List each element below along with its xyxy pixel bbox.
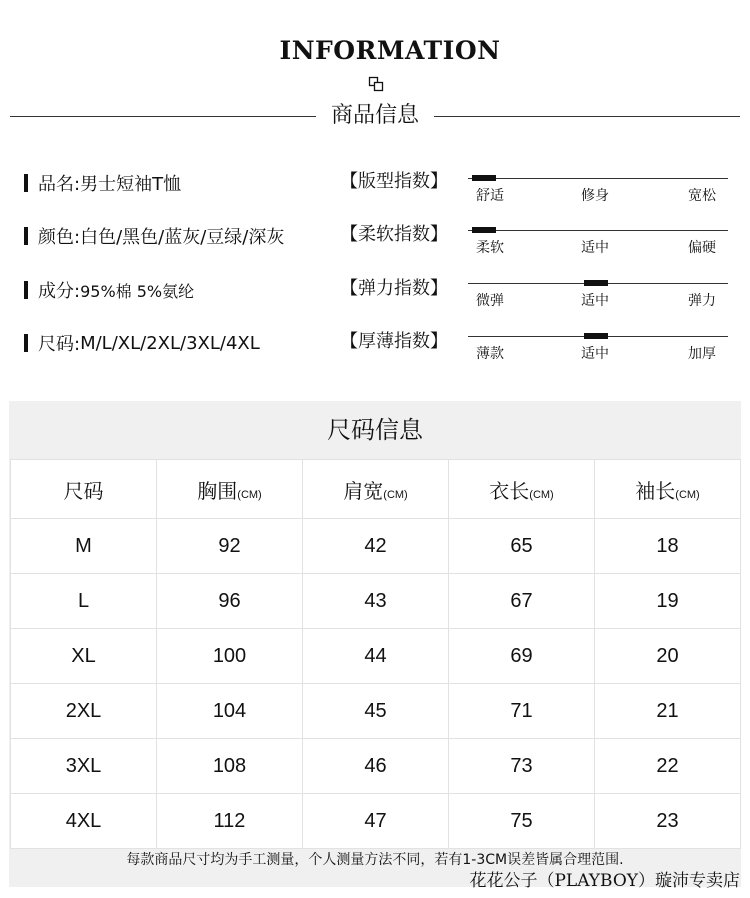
elasticity-index-label: 【弹力指数】 bbox=[340, 278, 448, 299]
store-watermark: 花花公子（PLAYBOY）璇沛专卖店 bbox=[469, 871, 740, 891]
fit-index-label: 【版型指数】 bbox=[340, 171, 448, 192]
scale-option: 偏硬 bbox=[688, 240, 716, 256]
scale-marker bbox=[472, 227, 496, 233]
column-header: 胸围(CM) bbox=[157, 460, 303, 519]
column-header: 肩宽(CM) bbox=[303, 460, 449, 519]
table-cell: 65 bbox=[449, 519, 595, 574]
bullet-bar bbox=[24, 227, 28, 245]
table-row bbox=[11, 629, 741, 684]
bullet-bar bbox=[24, 281, 28, 299]
attribute-label: 成分: bbox=[38, 281, 81, 302]
table-cell: 18 bbox=[595, 519, 741, 574]
attribute-label: 颜色: bbox=[38, 227, 81, 248]
thickness-index-scale bbox=[468, 330, 728, 370]
table-cell: 4XL bbox=[11, 794, 157, 849]
size-table bbox=[10, 459, 741, 849]
scale-line bbox=[468, 230, 728, 231]
table-cell: XL bbox=[11, 629, 157, 684]
scale-option: 柔软 bbox=[476, 240, 504, 256]
table-cell: 23 bbox=[595, 794, 741, 849]
fit-index-scale bbox=[468, 172, 728, 212]
scale-option: 舒适 bbox=[476, 188, 504, 204]
table-row bbox=[11, 684, 741, 739]
table-cell: 71 bbox=[449, 684, 595, 739]
table-row bbox=[11, 574, 741, 629]
attribute-row-name bbox=[24, 170, 181, 196]
measurement-note: 每款商品尺寸均为手工测量，个人测量方法不同，若有1-3CM误差皆属合理范围. bbox=[126, 852, 624, 868]
table-cell: 46 bbox=[303, 739, 449, 794]
attribute-label: 品名: bbox=[38, 174, 81, 195]
scale-option: 适中 bbox=[581, 293, 609, 309]
attribute-row-size bbox=[24, 330, 260, 356]
softness-index-label: 【柔软指数】 bbox=[340, 224, 448, 245]
bullet-bar bbox=[24, 174, 28, 192]
attribute-value: 男士短袖T恤 bbox=[80, 174, 182, 195]
scale-option: 薄款 bbox=[476, 346, 504, 362]
information-title: INFORMATION bbox=[279, 36, 501, 65]
table-cell: L bbox=[11, 574, 157, 629]
attribute-row-color bbox=[24, 223, 284, 249]
table-row bbox=[11, 794, 741, 849]
table-cell: 47 bbox=[303, 794, 449, 849]
divider-right bbox=[434, 116, 740, 117]
size-info-title: 尺码信息 bbox=[327, 416, 423, 444]
table-cell: 67 bbox=[449, 574, 595, 629]
table-cell: 92 bbox=[157, 519, 303, 574]
table-cell: 108 bbox=[157, 739, 303, 794]
table-cell: 100 bbox=[157, 629, 303, 684]
product-info-heading: 商品信息 bbox=[330, 103, 419, 128]
attribute-value: M/L/XL/2XL/3XL/4XL bbox=[80, 332, 260, 354]
scale-marker bbox=[584, 280, 608, 286]
table-cell: 43 bbox=[303, 574, 449, 629]
thickness-index-label: 【厚薄指数】 bbox=[340, 331, 448, 352]
table-cell: 42 bbox=[303, 519, 449, 574]
table-cell: 104 bbox=[157, 684, 303, 739]
size-info-panel bbox=[9, 401, 741, 887]
table-cell: M bbox=[11, 519, 157, 574]
table-cell: 73 bbox=[449, 739, 595, 794]
scale-option: 修身 bbox=[581, 188, 609, 204]
column-header: 衣长(CM) bbox=[449, 460, 595, 519]
table-cell: 20 bbox=[595, 629, 741, 684]
scale-option: 适中 bbox=[581, 346, 609, 362]
table-cell: 22 bbox=[595, 739, 741, 794]
table-cell: 96 bbox=[157, 574, 303, 629]
squares-icon bbox=[368, 76, 384, 92]
elasticity-index-scale bbox=[468, 277, 728, 317]
table-row bbox=[11, 739, 741, 794]
scale-option: 宽松 bbox=[688, 188, 716, 204]
table-cell: 44 bbox=[303, 629, 449, 684]
bullet-bar bbox=[24, 334, 28, 352]
divider-left bbox=[10, 116, 316, 117]
scale-option: 适中 bbox=[581, 240, 609, 256]
table-cell: 69 bbox=[449, 629, 595, 684]
scale-option: 加厚 bbox=[688, 346, 716, 362]
softness-index-scale bbox=[468, 224, 728, 264]
attribute-label: 尺码: bbox=[38, 334, 81, 355]
table-cell: 112 bbox=[157, 794, 303, 849]
table-cell: 2XL bbox=[11, 684, 157, 739]
scale-marker bbox=[472, 175, 496, 181]
table-cell: 3XL bbox=[11, 739, 157, 794]
table-cell: 75 bbox=[449, 794, 595, 849]
table-cell: 45 bbox=[303, 684, 449, 739]
attribute-row-material bbox=[24, 277, 194, 303]
scale-option: 微弹 bbox=[476, 293, 504, 309]
scale-marker bbox=[584, 333, 608, 339]
table-cell: 21 bbox=[595, 684, 741, 739]
attribute-value: 95%棉 5%氨纶 bbox=[80, 281, 195, 301]
attribute-value: 白色/黑色/蓝灰/豆绿/深灰 bbox=[80, 227, 285, 248]
column-header: 袖长(CM) bbox=[595, 460, 741, 519]
scale-option: 弹力 bbox=[688, 293, 716, 309]
table-cell: 19 bbox=[595, 574, 741, 629]
table-header-row bbox=[11, 460, 741, 519]
column-header: 尺码 bbox=[11, 460, 157, 519]
scale-line bbox=[468, 178, 728, 179]
table-row bbox=[11, 519, 741, 574]
